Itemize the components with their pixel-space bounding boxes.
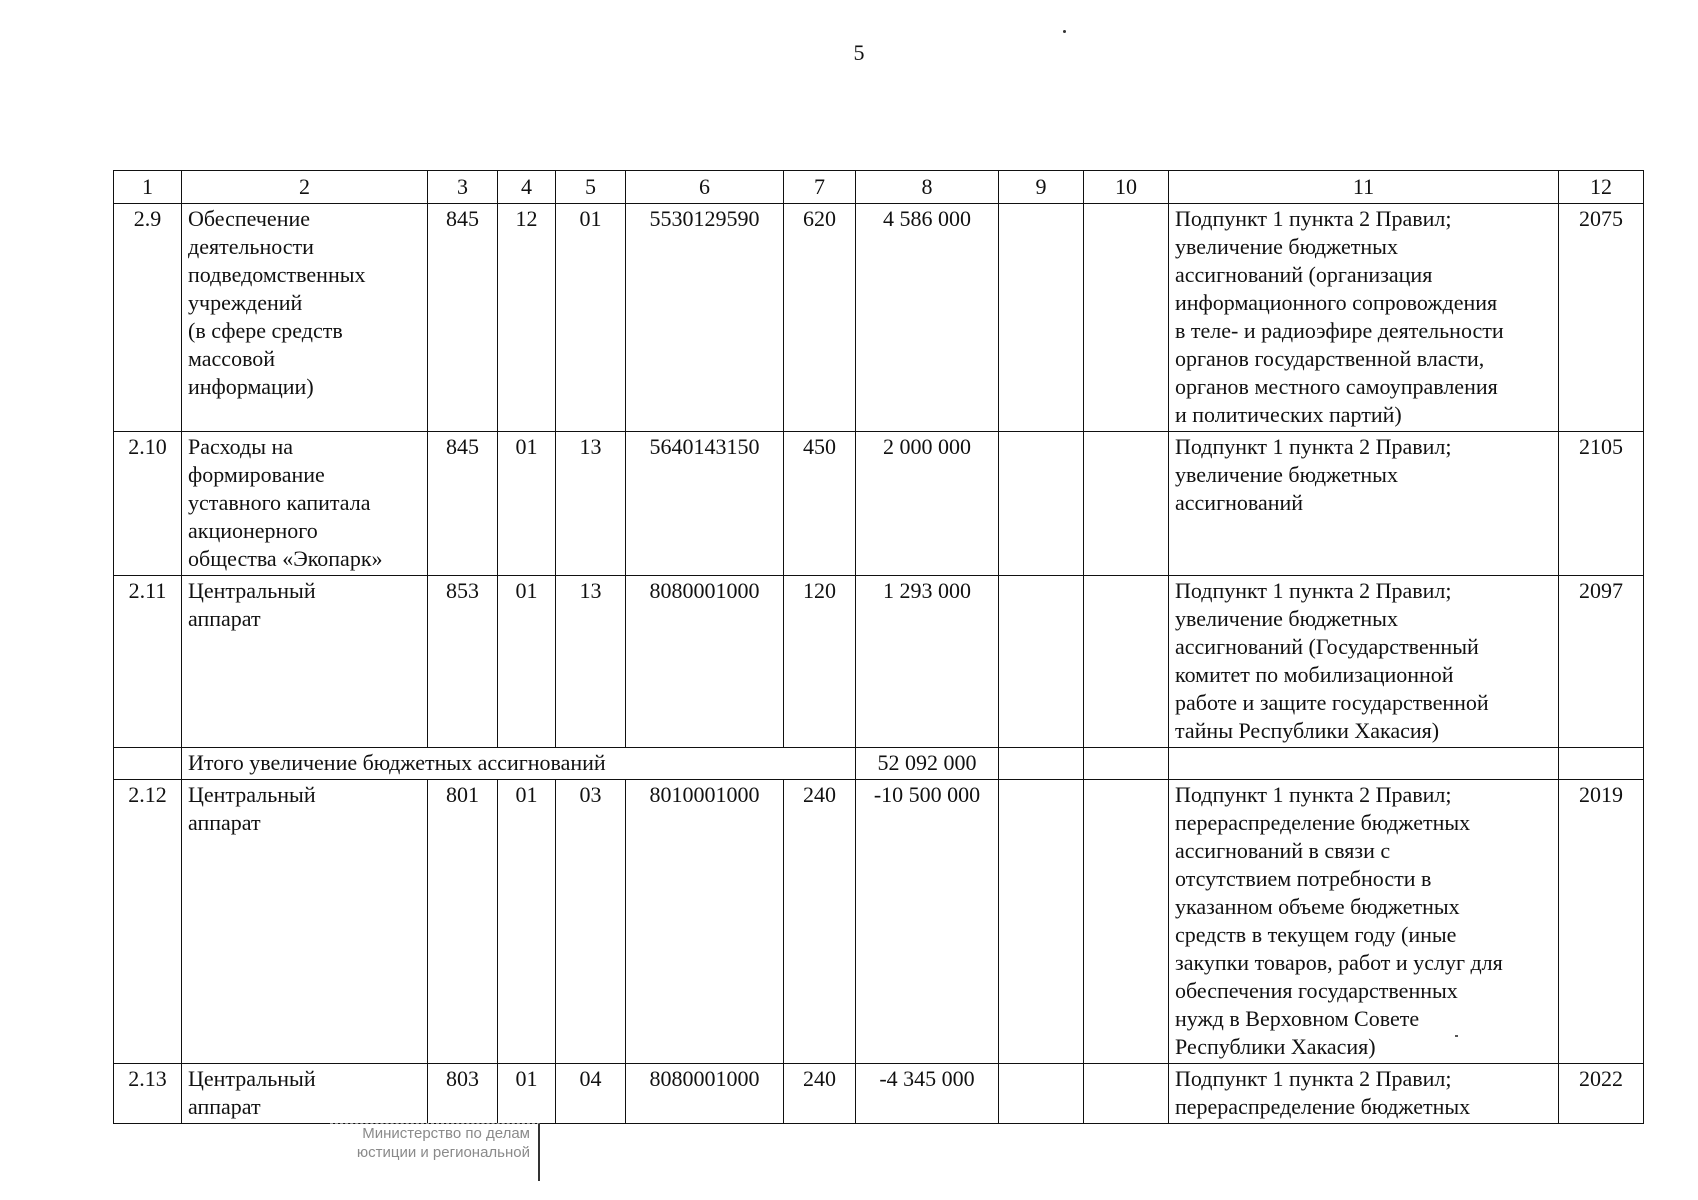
basis-text-line: работе и защите государственной	[1175, 690, 1489, 715]
code-cell: 620	[784, 204, 856, 432]
expense-name-line: аппарат	[188, 810, 261, 835]
code-cell: 01	[498, 576, 556, 748]
total-row	[114, 748, 1644, 780]
basis-text-line: ассигнований	[1175, 490, 1304, 515]
scan-speck	[1063, 30, 1066, 33]
amount-cell	[1084, 1064, 1169, 1124]
table-row	[114, 1064, 1644, 1124]
expense-name	[182, 780, 428, 1064]
code-cell: 2075	[1559, 204, 1644, 432]
basis-text	[1169, 576, 1559, 748]
amount-cell	[1084, 780, 1169, 1064]
basis-text-line: средств в текущем году (иные	[1175, 922, 1457, 947]
code-cell: 8010001000	[626, 780, 784, 1064]
empty-cell	[1084, 748, 1169, 780]
basis-text-line: ассигнований в связи с	[1175, 838, 1391, 863]
table-row	[114, 780, 1644, 1064]
basis-text-line: увеличение бюджетных	[1175, 462, 1398, 487]
amount-cell	[999, 1064, 1084, 1124]
code-cell: 240	[784, 780, 856, 1064]
row-number: 2.9	[114, 204, 182, 432]
header-cell: 3	[428, 171, 498, 204]
basis-text-line: Подпункт 1 пункта 2 Правил;	[1175, 1066, 1452, 1091]
code-cell: 5530129590	[626, 204, 784, 432]
basis-text-line: увеличение бюджетных	[1175, 234, 1398, 259]
header-cell: 11	[1169, 171, 1559, 204]
empty-cell	[999, 748, 1084, 780]
row-number: 2.11	[114, 576, 182, 748]
basis-text-line: Республики Хакасия)	[1175, 1034, 1376, 1059]
basis-text-line: Подпункт 1 пункта 2 Правил;	[1175, 782, 1452, 807]
expense-name-line: учреждений	[188, 290, 303, 315]
basis-text-line: ассигнований (Государственный	[1175, 634, 1479, 659]
amount-cell	[999, 576, 1084, 748]
code-cell: 13	[556, 432, 626, 576]
basis-text-line: и политических партий)	[1175, 402, 1402, 427]
header-cell: 9	[999, 171, 1084, 204]
amount-cell: 2 000 000	[856, 432, 999, 576]
basis-text-line: Подпункт 1 пункта 2 Правил;	[1175, 434, 1452, 459]
expense-name-line: Расходы на	[188, 434, 294, 459]
basis-text-line: обеспечения государственных	[1175, 978, 1458, 1003]
code-cell: 8080001000	[626, 1064, 784, 1124]
code-cell: 2097	[1559, 576, 1644, 748]
amount-cell: -4 345 000	[856, 1064, 999, 1124]
stamp-line: Министерство по делам	[362, 1125, 530, 1142]
basis-text-line: в теле- и радиоэфире деятельности	[1175, 318, 1504, 343]
expense-name-line: аппарат	[188, 606, 261, 631]
stamp	[330, 1123, 540, 1181]
basis-text-line: увеличение бюджетных	[1175, 606, 1398, 631]
header-cell: 6	[626, 171, 784, 204]
row-number: 2.13	[114, 1064, 182, 1124]
total-value: 52 092 000	[856, 748, 999, 780]
expense-name-line: подведомственных	[188, 262, 366, 287]
empty-cell	[1169, 748, 1559, 780]
empty-cell	[1559, 748, 1644, 780]
basis-text	[1169, 432, 1559, 576]
expense-name-line: аппарат	[188, 1094, 261, 1119]
basis-text	[1169, 780, 1559, 1064]
amount-cell	[1084, 576, 1169, 748]
code-cell: 03	[556, 780, 626, 1064]
header-cell: 2	[182, 171, 428, 204]
header-cell: 1	[114, 171, 182, 204]
code-cell: 01	[498, 1064, 556, 1124]
code-cell: 2105	[1559, 432, 1644, 576]
basis-text-line: указанном объеме бюджетных	[1175, 894, 1460, 919]
total-label: Итого увеличение бюджетных ассигнований	[182, 748, 856, 780]
expense-name-line: общества «Экопарк»	[188, 546, 383, 571]
amount-cell	[999, 780, 1084, 1064]
header-cell: 12	[1559, 171, 1644, 204]
expense-name-line: информации)	[188, 374, 314, 399]
basis-text-line: тайны Республики Хакасия)	[1175, 718, 1440, 743]
amount-cell	[1084, 204, 1169, 432]
expense-name-line: Центральный	[188, 1066, 316, 1091]
amount-cell	[999, 204, 1084, 432]
expense-name-line: (в сфере средств	[188, 318, 343, 343]
basis-text-line: комитет по мобилизационной	[1175, 662, 1454, 687]
basis-text-line: перераспределение бюджетных	[1175, 1094, 1471, 1119]
code-cell: 450	[784, 432, 856, 576]
code-cell: 01	[498, 432, 556, 576]
code-cell: 01	[498, 780, 556, 1064]
stamp-line: юстиции и региональной	[356, 1144, 530, 1161]
basis-text	[1169, 1064, 1559, 1124]
table-row	[114, 432, 1644, 576]
basis-text	[1169, 204, 1559, 432]
expense-name	[182, 576, 428, 748]
amount-cell	[1084, 432, 1169, 576]
basis-text-line: органов местного самоуправления	[1175, 374, 1498, 399]
amount-cell: 4 586 000	[856, 204, 999, 432]
code-cell: 5640143150	[626, 432, 784, 576]
expense-name-line: Центральный	[188, 782, 316, 807]
header-row	[114, 171, 1644, 204]
header-cell: 7	[784, 171, 856, 204]
expense-name-line: Обеспечение	[188, 206, 310, 231]
code-cell: 04	[556, 1064, 626, 1124]
expense-name-line: формирование	[188, 462, 325, 487]
code-cell: 120	[784, 576, 856, 748]
row-number: 2.10	[114, 432, 182, 576]
basis-text-line: нужд в Верховном Совете	[1175, 1006, 1420, 1031]
table-row	[114, 204, 1644, 432]
basis-text-line: перераспределение бюджетных	[1175, 810, 1471, 835]
basis-text-line: закупки товаров, работ и услуг для	[1175, 950, 1503, 975]
basis-text-line: отсутствием потребности в	[1175, 866, 1432, 891]
code-cell: 13	[556, 576, 626, 748]
basis-text-line: ассигнований (организация	[1175, 262, 1433, 287]
expense-name-line: уставного капитала	[188, 490, 371, 515]
page-number: 5	[853, 40, 865, 65]
expense-name-line: массовой	[188, 346, 276, 371]
code-cell: 2019	[1559, 780, 1644, 1064]
header-cell: 5	[556, 171, 626, 204]
amount-cell: 1 293 000	[856, 576, 999, 748]
code-cell: 240	[784, 1064, 856, 1124]
code-cell: 845	[428, 432, 498, 576]
code-cell: 801	[428, 780, 498, 1064]
code-cell: 845	[428, 204, 498, 432]
header-cell: 10	[1084, 171, 1169, 204]
code-cell: 803	[428, 1064, 498, 1124]
code-cell: 2022	[1559, 1064, 1644, 1124]
code-cell: 12	[498, 204, 556, 432]
basis-text-line: информационного сопровождения	[1175, 290, 1498, 315]
expense-name	[182, 204, 428, 432]
amount-cell	[999, 432, 1084, 576]
expense-name-line: акционерного	[188, 518, 318, 543]
header-cell: 8	[856, 171, 999, 204]
expense-name	[182, 1064, 428, 1124]
budget-table	[113, 170, 1644, 1124]
amount-cell: -10 500 000	[856, 780, 999, 1064]
header-cell: 4	[498, 171, 556, 204]
basis-text-line: органов государственной власти,	[1175, 346, 1485, 371]
code-cell: 853	[428, 576, 498, 748]
empty-cell	[114, 748, 182, 780]
expense-name	[182, 432, 428, 576]
code-cell: 01	[556, 204, 626, 432]
basis-text-line: Подпункт 1 пункта 2 Правил;	[1175, 578, 1452, 603]
expense-name-line: Центральный	[188, 578, 316, 603]
row-number: 2.12	[114, 780, 182, 1064]
expense-name-line: деятельности	[188, 234, 314, 259]
table-row	[114, 576, 1644, 748]
scan-speck	[1455, 1035, 1458, 1037]
table-body	[114, 171, 1644, 1124]
basis-text-line: Подпункт 1 пункта 2 Правил;	[1175, 206, 1452, 231]
code-cell: 8080001000	[626, 576, 784, 748]
